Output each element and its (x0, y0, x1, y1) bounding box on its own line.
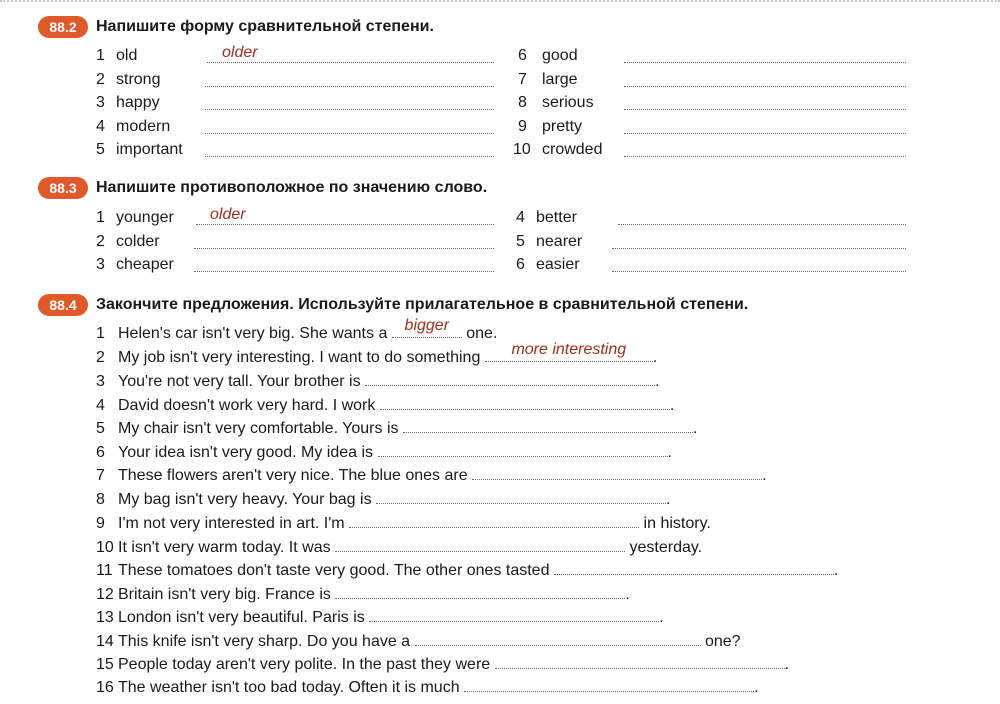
answer-blank[interactable] (554, 560, 834, 575)
sentence-item: 9 I'm not very interested in art. I'm in history. (96, 515, 711, 532)
answer-blank[interactable] (205, 94, 494, 110)
sentence-item: 8 My bag isn't very heavy. Your bag is . (96, 491, 671, 508)
exercise-badge: 88.4 (38, 294, 88, 316)
sentence-item: 3 You're not very tall. Your brother is . (96, 373, 660, 390)
page-top-edge (0, 0, 1000, 8)
answer-blank[interactable] (205, 141, 494, 157)
sentence-item: 12 Britain isn't very big. France is . (96, 586, 630, 603)
sentence-item: 15 People today aren't very polite. In the past they were . (96, 656, 790, 673)
answer-blank[interactable] (335, 584, 625, 599)
handwritten-answer: older (222, 44, 258, 61)
sentence-item: 4 David doesn't work very hard. I work . (96, 397, 675, 414)
sentence-item: 16 The weather isn't too bad today. Often it is much . (96, 679, 759, 696)
exercise-badge: 88.3 (38, 177, 88, 199)
answer-blank[interactable] (495, 654, 785, 669)
answer-blank[interactable] (335, 537, 625, 552)
answer-blank[interactable] (194, 256, 494, 272)
answer-blank[interactable] (624, 94, 906, 110)
answer-blank[interactable] (612, 233, 906, 249)
sentence-item: 6 Your idea isn't very good. My idea is . (96, 444, 672, 461)
answer-blank[interactable] (618, 209, 906, 225)
answer-blank[interactable] (472, 465, 762, 480)
answer-blank[interactable] (205, 118, 494, 134)
handwritten-answer: more interesting (511, 341, 627, 358)
sentence-item: 2 My job isn't very interesting. I want to do something more interesting . (96, 341, 658, 366)
answer-blank[interactable] (380, 395, 670, 410)
answer-blank[interactable] (624, 71, 906, 87)
answer-blank[interactable] (624, 141, 906, 157)
exercise-badge: 88.2 (38, 16, 88, 38)
answer-blank[interactable] (205, 71, 494, 87)
sentence-item: 7 These flowers aren't very nice. The blue ones are . (96, 467, 767, 484)
answer-blank[interactable] (376, 489, 666, 504)
exercise-title: Напишите противоположное по значению слово. (96, 179, 488, 196)
exercise-title: Закончите предложения. Используйте прилагательное в сравнительной степени. (96, 296, 749, 313)
answer-blank[interactable] (612, 256, 906, 272)
answer-blank[interactable] (415, 631, 701, 646)
answer-blank[interactable] (624, 118, 906, 134)
exercise-title: Напишите форму сравнительной степени. (96, 18, 434, 35)
handwritten-answer: older (210, 206, 246, 223)
answer-blank[interactable] (624, 47, 906, 63)
answer-blank[interactable] (464, 677, 754, 692)
answer-blank[interactable] (485, 341, 653, 362)
answer-blank[interactable] (369, 607, 659, 622)
answer-blank[interactable] (365, 371, 655, 386)
sentence-item: 13 London isn't very beautiful. Paris is . (96, 609, 664, 626)
answer-blank[interactable] (349, 513, 639, 528)
answer-blank[interactable] (403, 418, 693, 433)
sentence-item: 10 It isn't very warm today. It was yesterday. (96, 539, 703, 556)
sentence-item: 14 This knife isn't very sharp. Do you have a one? (96, 633, 741, 650)
sentence-item: 11 These tomatoes don't taste very good. The other ones tasted . (96, 562, 839, 579)
sentence-item: 1 Helen's car isn't very big. She wants a bigger one. (96, 317, 498, 342)
handwritten-answer: bigger (404, 317, 450, 334)
sentence-item: 5 My chair isn't very comfortable. Yours is . (96, 420, 698, 437)
answer-blank[interactable] (392, 317, 462, 338)
answer-blank[interactable] (194, 233, 494, 249)
answer-blank[interactable] (378, 442, 668, 457)
